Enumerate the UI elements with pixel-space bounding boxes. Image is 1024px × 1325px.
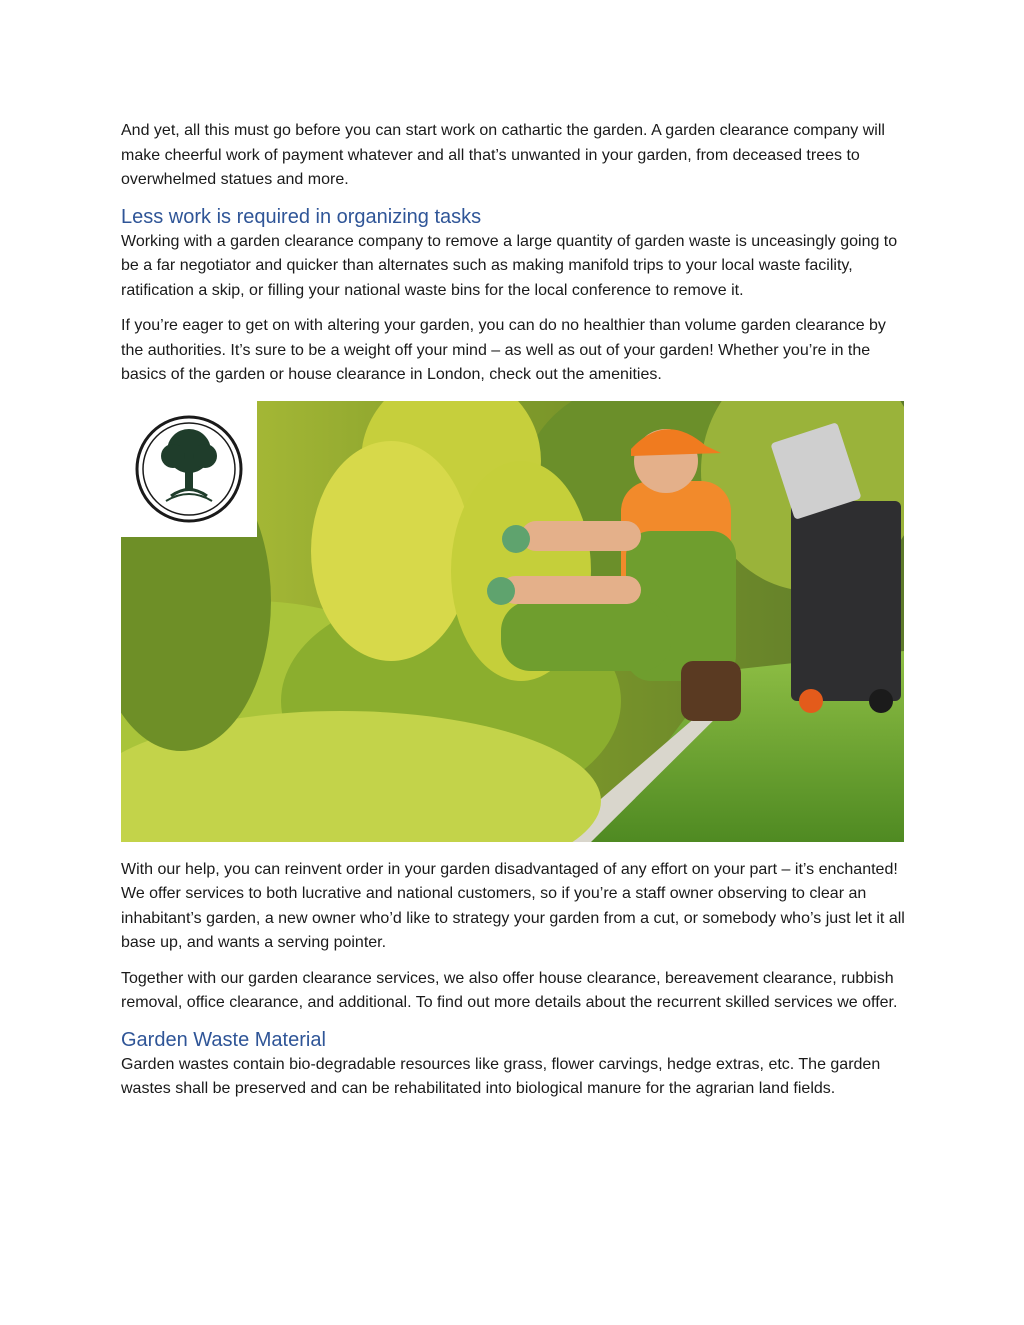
paragraph-intro: And yet, all this must go before you can start work on cathartic the garden. A garden clearance company will make cheerful work of payment whatever and all that’s unwanted in your garden, from deceased trees to overwhelmed statues and more. [121,122,885,188]
company-logo [121,401,257,537]
document-page [121,119,907,1102]
heading-garden-waste: Garden Waste Material [121,1028,326,1051]
heading-less-work: Less work is required in organizing tasks [121,205,482,228]
paragraph-garden-wastes: Garden wastes contain bio-degradable resources like grass, flower carvings, hedge extras, etc. The garden wastes shall be preserved and can be rehabilitated into biological manure for the agrarian land fields. [121,1055,881,1097]
paragraph-together: Together with our garden clearance services, we also offer house clearance, bereavement clearance, rubbish removal, office clearance, and additional. To find out more details about the recurrent skilled services we offer. [121,969,898,1011]
paragraph-eager: If you’re eager to get on with altering your garden, you can do no healthier than volume garden clearance by the authorities. It’s sure to be a weight off your mind – as well as out of your garden! Whether you’re in the basics of the garden or house clearance in London, check out the amenities. [121,317,886,383]
garden-photo [121,401,904,842]
paragraph-with-our-help: With our help, you can reinvent order in your garden disadvantaged of any effort on your part – it’s enchanted! We offer services to both lucrative and national customers, so if you’re a staff owner observing to clear an inhabitant’s garden, a new owner who’d like to strategy your garden from a cut, or somebody who’s just let it all base up, and wants a serving pointer. [121,860,905,951]
paragraph-working-with: Working with a garden clearance company to remove a large quantity of garden waste is unceasingly going to be a far negotiator and quicker than alternates such as making manifold trips to your local waste facility, ratification a skip, or filling your national waste bins for the local conference to remove it. [121,232,898,299]
